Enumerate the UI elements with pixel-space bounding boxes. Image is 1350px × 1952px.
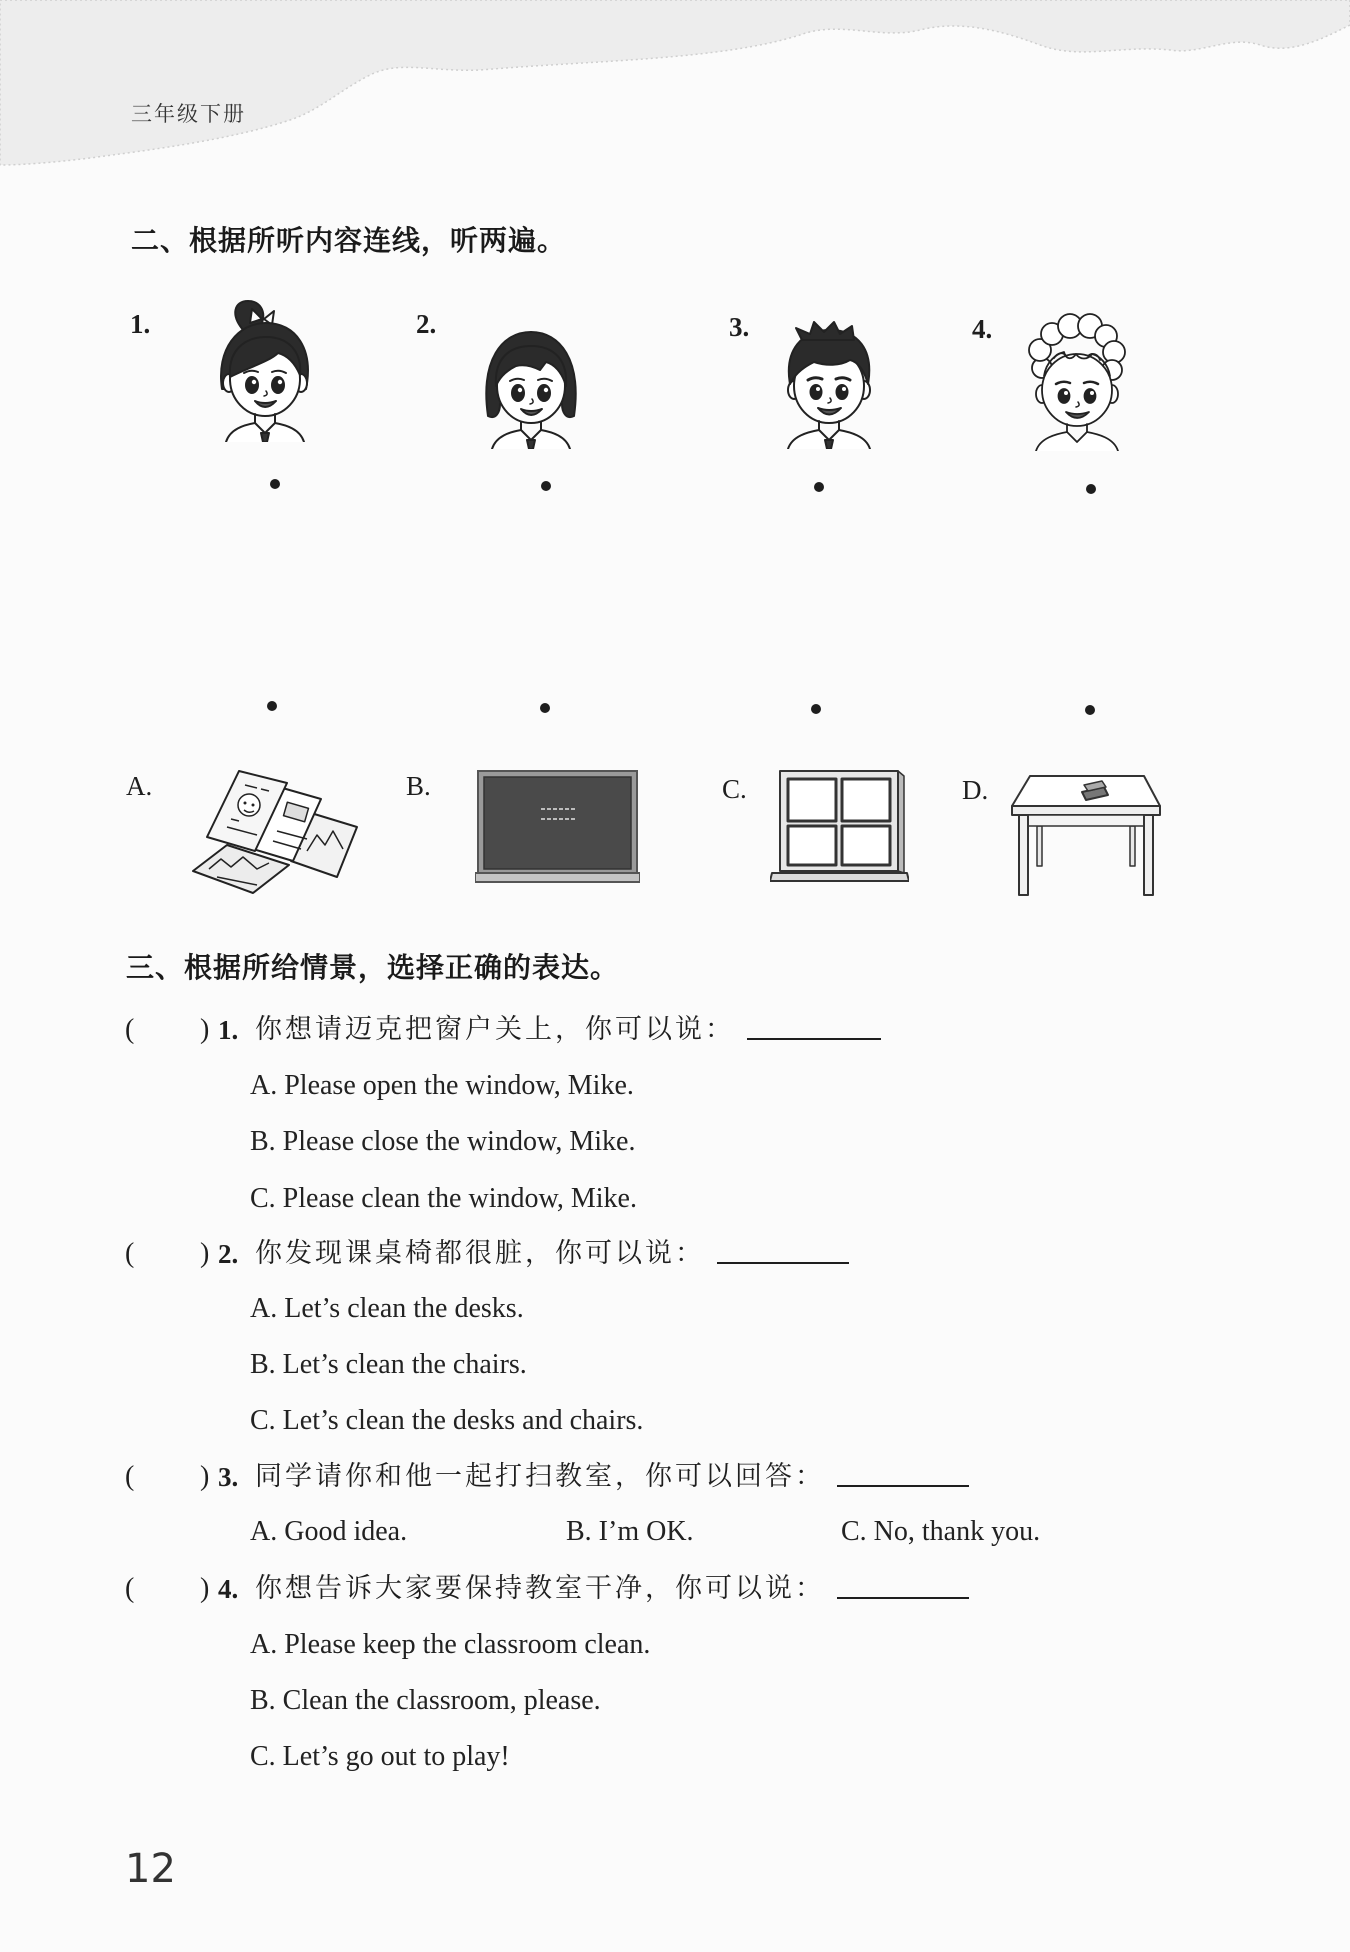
girl-bob-portrait-icon — [466, 304, 596, 449]
question-prompt-3: 同学请你和他一起打扫教室，你可以回答： — [255, 1461, 825, 1492]
person-number-2: 2. — [416, 309, 437, 339]
page-number: 12 — [125, 1846, 176, 1892]
question-prompt-2: 你发现课桌椅都很脏，你可以说： — [255, 1238, 705, 1269]
answer-bracket-close-2: ) — [200, 1238, 210, 1269]
answer-blank-2 — [717, 1260, 849, 1264]
header-cloud-band — [0, 0, 1350, 175]
question-1-option-b: B. Please close the window, Mike. — [250, 1126, 636, 1157]
question-prompt-4: 你想告诉大家要保持教室干净，你可以说： — [255, 1573, 825, 1604]
answer-blank-1 — [747, 1036, 881, 1040]
question-row-2 — [255, 1240, 849, 1267]
answer-bracket-open-4: ( — [125, 1573, 135, 1604]
object-letter-c: C. — [722, 774, 747, 804]
question-3-option-a: A. Good idea. — [250, 1516, 408, 1547]
question-4-option-c: C. Let’s go out to play! — [250, 1741, 510, 1772]
object-letter-a: A. — [126, 771, 153, 801]
answer-bracket-close-3: ) — [200, 1461, 210, 1492]
question-2-option-a: A. Let’s clean the desks. — [250, 1293, 524, 1324]
answer-bracket-close-1: ) — [200, 1014, 210, 1045]
question-prompt-1: 你想请迈克把窗户关上，你可以说： — [255, 1014, 735, 1045]
question-row-4 — [255, 1575, 969, 1602]
question-row-3 — [255, 1463, 969, 1490]
match-dot-person-3 — [814, 482, 824, 492]
object-letter-b: B. — [406, 771, 431, 801]
blackboard-icon — [475, 769, 640, 885]
question-1-option-c: C. Please clean the window, Mike. — [250, 1183, 637, 1214]
match-dot-object-a — [267, 701, 277, 711]
answer-bracket-close-4: ) — [200, 1573, 210, 1604]
question-number-3: 3. — [218, 1462, 239, 1492]
boy-curly-hair-portrait-icon — [1012, 306, 1142, 451]
question-2-option-b: B. Let’s clean the chairs. — [250, 1349, 527, 1380]
question-3-option-b: B. I’m OK. — [566, 1516, 694, 1547]
desk-icon — [1010, 772, 1162, 897]
answer-blank-3 — [837, 1483, 969, 1487]
question-1-option-a: A. Please open the window, Mike. — [250, 1070, 634, 1101]
question-4-option-a: A. Please keep the classroom clean. — [250, 1629, 651, 1660]
question-number-4: 4. — [218, 1574, 239, 1604]
match-dot-person-2 — [541, 481, 551, 491]
question-3-option-c: C. No, thank you. — [841, 1516, 1041, 1547]
boy-short-hair-portrait-icon — [764, 304, 894, 449]
answer-bracket-open-1: ( — [125, 1014, 135, 1045]
object-letter-d: D. — [962, 775, 989, 805]
match-dot-object-b — [540, 703, 550, 713]
question-2-option-c: C. Let’s clean the desks and chairs. — [250, 1405, 644, 1436]
person-number-1: 1. — [130, 309, 151, 339]
window-icon — [770, 769, 909, 885]
question-number-1: 1. — [218, 1015, 239, 1045]
books-icon — [187, 765, 362, 895]
answer-bracket-open-3: ( — [125, 1461, 135, 1492]
person-number-4: 4. — [972, 314, 993, 344]
match-dot-person-4 — [1086, 484, 1096, 494]
grade-label: 三年级下册 — [131, 102, 246, 126]
answer-bracket-open-2: ( — [125, 1238, 135, 1269]
match-dot-object-d — [1085, 705, 1095, 715]
match-dot-person-1 — [270, 479, 280, 489]
question-number-2: 2. — [218, 1239, 239, 1269]
question-row-1 — [255, 1016, 881, 1043]
match-dot-object-c — [811, 704, 821, 714]
person-number-3: 3. — [729, 312, 750, 342]
answer-blank-4 — [837, 1595, 969, 1599]
question-4-option-b: B. Clean the classroom, please. — [250, 1685, 601, 1716]
section3-title: 三、根据所给情景，选择正确的表达。 — [126, 951, 620, 984]
girl-ponytail-portrait-icon — [200, 297, 330, 442]
section2-title: 二、根据所听内容连线，听两遍。 — [131, 224, 567, 257]
